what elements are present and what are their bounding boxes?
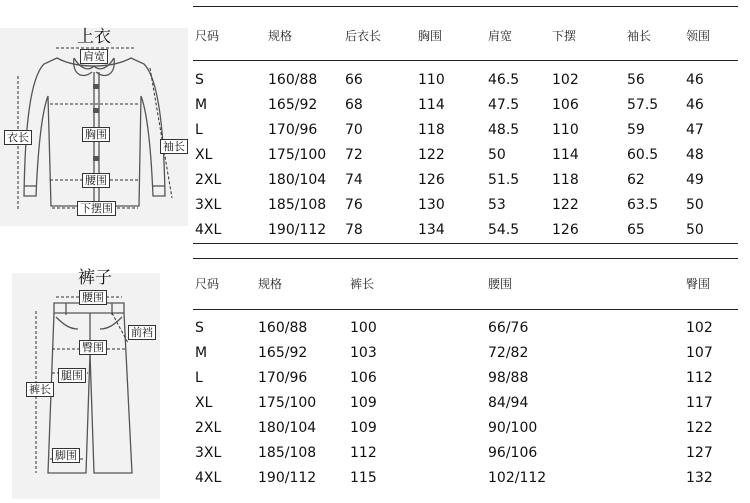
top-cell-r6-c6: 65 [627,222,645,238]
top-cell-r1-c5: 106 [552,97,579,113]
top-cell-r3-c3: 122 [418,147,445,163]
pants-waist-label: 腰围 [79,290,107,305]
top-table-rule-2 [193,60,738,61]
bottom-cell-r4-c2: 109 [350,420,377,436]
top-cell-r3-c5: 114 [552,147,579,163]
bottom-header-4: 臀围 [686,277,711,291]
waist-label: 腰围 [82,173,110,188]
bottom-cell-r3-c3: 84/94 [488,395,529,411]
bottom-cell-r0-c2: 100 [350,320,377,336]
top-cell-r4-c2: 74 [345,172,363,188]
top-cell-r4-c6: 62 [627,172,645,188]
bottom-cell-r5-c4: 127 [686,445,713,461]
top-cell-r4-c5: 118 [552,172,579,188]
bottom-cell-r5-c3: 96/106 [488,445,538,461]
top-cell-r5-c2: 76 [345,197,363,213]
top-header-2: 后衣长 [345,29,382,43]
top-cell-r4-c7: 49 [686,172,704,188]
bottom-cell-r2-c1: 170/96 [258,370,308,386]
bottom-cell-r5-c1: 185/108 [258,445,317,461]
front-rise-label: 前裆 [128,325,156,340]
top-cell-r6-c4: 54.5 [488,222,520,238]
top-cell-r5-c0: 3XL [195,197,222,213]
top-cell-r2-c3: 118 [418,122,445,138]
top-cell-r1-c7: 46 [686,97,704,113]
top-cell-r6-c1: 190/112 [268,222,327,238]
bottom-cell-r0-c3: 66/76 [488,320,529,336]
top-cell-r0-c4: 46.5 [488,72,520,88]
bottom-cell-r2-c2: 106 [350,370,377,386]
bottom-cell-r1-c2: 103 [350,345,377,361]
top-cell-r5-c4: 53 [488,197,506,213]
hem-label: 下摆围 [77,201,116,216]
top-cell-r5-c5: 122 [552,197,579,213]
top-cell-r2-c4: 48.5 [488,122,520,138]
bottom-cell-r1-c1: 165/92 [258,345,308,361]
pants-section-title: 裤子 [78,268,112,288]
bottom-table-rule-2 [193,309,738,310]
top-cell-r1-c1: 165/92 [268,97,318,113]
top-cell-r2-c2: 70 [345,122,363,138]
top-cell-r0-c1: 160/88 [268,72,318,88]
top-cell-r3-c2: 72 [345,147,363,163]
top-cell-r0-c7: 46 [686,72,704,88]
bottom-cell-r0-c4: 102 [686,320,713,336]
bottom-cell-r6-c4: 132 [686,470,713,486]
bottom-cell-r4-c1: 180/104 [258,420,317,436]
top-cell-r1-c3: 114 [418,97,445,113]
bottom-cell-r1-c0: M [195,345,208,361]
bottom-cell-r2-c4: 112 [686,370,713,386]
bottom-cell-r3-c0: XL [195,395,213,411]
top-cell-r4-c1: 180/104 [268,172,327,188]
top-cell-r2-c5: 110 [552,122,579,138]
top-header-6: 袖长 [627,29,652,43]
sleeve-length-label: 袖长 [160,139,188,154]
top-cell-r4-c0: 2XL [195,172,222,188]
top-cell-r0-c2: 66 [345,72,363,88]
bottom-table-rule-1 [193,258,738,259]
top-table-rule-1 [193,6,738,7]
bottom-cell-r6-c2: 115 [350,470,377,486]
top-header-4: 肩宽 [488,29,513,43]
bottom-cell-r3-c2: 109 [350,395,377,411]
bottom-header-3: 腰围 [488,277,513,291]
bottom-cell-r5-c0: 3XL [195,445,222,461]
top-header-1: 规格 [268,29,293,43]
top-cell-r2-c6: 59 [627,122,645,138]
top-cell-r5-c6: 63.5 [627,197,659,213]
top-cell-r6-c7: 50 [686,222,704,238]
top-cell-r1-c6: 57.5 [627,97,659,113]
bottom-cell-r0-c1: 160/88 [258,320,308,336]
bottom-cell-r4-c0: 2XL [195,420,222,436]
top-cell-r1-c4: 47.5 [488,97,520,113]
top-cell-r1-c0: M [195,97,208,113]
bottom-cell-r0-c0: S [195,320,204,336]
top-cell-r6-c2: 78 [345,222,363,238]
top-cell-r0-c6: 56 [627,72,645,88]
top-cell-r5-c7: 50 [686,197,704,213]
bottom-header-1: 规格 [258,277,283,291]
bottom-cell-r2-c3: 98/88 [488,370,529,386]
bottom-cell-r4-c3: 90/100 [488,420,538,436]
top-cell-r0-c5: 102 [552,72,579,88]
top-cell-r6-c5: 126 [552,222,579,238]
bottom-cell-r6-c1: 190/112 [258,470,317,486]
top-cell-r6-c0: 4XL [195,222,222,238]
top-cell-r4-c4: 51.5 [488,172,520,188]
top-cell-r3-c4: 50 [488,147,506,163]
top-cell-r3-c1: 175/100 [268,147,327,163]
top-table-rule-3 [193,243,738,244]
bottom-header-0: 尺码 [195,277,220,291]
bottom-cell-r6-c0: 4XL [195,470,222,486]
top-cell-r1-c2: 68 [345,97,363,113]
ankle-label: 脚围 [52,448,80,463]
bottom-cell-r6-c3: 102/112 [488,470,547,486]
body-length-label: 衣长 [4,130,32,145]
top-header-5: 下摆 [552,29,577,43]
bottom-cell-r2-c0: L [195,370,203,386]
chest-label: 胸围 [82,127,110,142]
pants-length-label: 裤长 [26,382,54,397]
thigh-label: 腿围 [58,368,86,383]
bottom-cell-r4-c4: 122 [686,420,713,436]
top-header-7: 领围 [686,29,711,43]
shoulder-label: 肩宽 [80,49,108,64]
top-cell-r3-c6: 60.5 [627,147,659,163]
top-cell-r2-c7: 47 [686,122,704,138]
top-cell-r6-c3: 134 [418,222,445,238]
top-cell-r4-c3: 126 [418,172,445,188]
bottom-cell-r3-c1: 175/100 [258,395,317,411]
bottom-cell-r3-c4: 117 [686,395,713,411]
hip-label: 臀围 [79,340,107,355]
top-cell-r2-c1: 170/96 [268,122,318,138]
shirt-section-title: 上衣 [77,27,111,47]
top-header-0: 尺码 [195,29,220,43]
top-cell-r0-c0: S [195,72,204,88]
bottom-cell-r1-c3: 72/82 [488,345,529,361]
top-cell-r0-c3: 110 [418,72,445,88]
top-cell-r5-c1: 185/108 [268,197,327,213]
top-cell-r5-c3: 130 [418,197,445,213]
bottom-cell-r5-c2: 112 [350,445,377,461]
top-cell-r3-c0: XL [195,147,213,163]
top-cell-r2-c0: L [195,122,203,138]
bottom-header-2: 裤长 [350,277,375,291]
top-cell-r3-c7: 48 [686,147,704,163]
top-header-3: 胸围 [418,29,443,43]
bottom-cell-r1-c4: 107 [686,345,713,361]
